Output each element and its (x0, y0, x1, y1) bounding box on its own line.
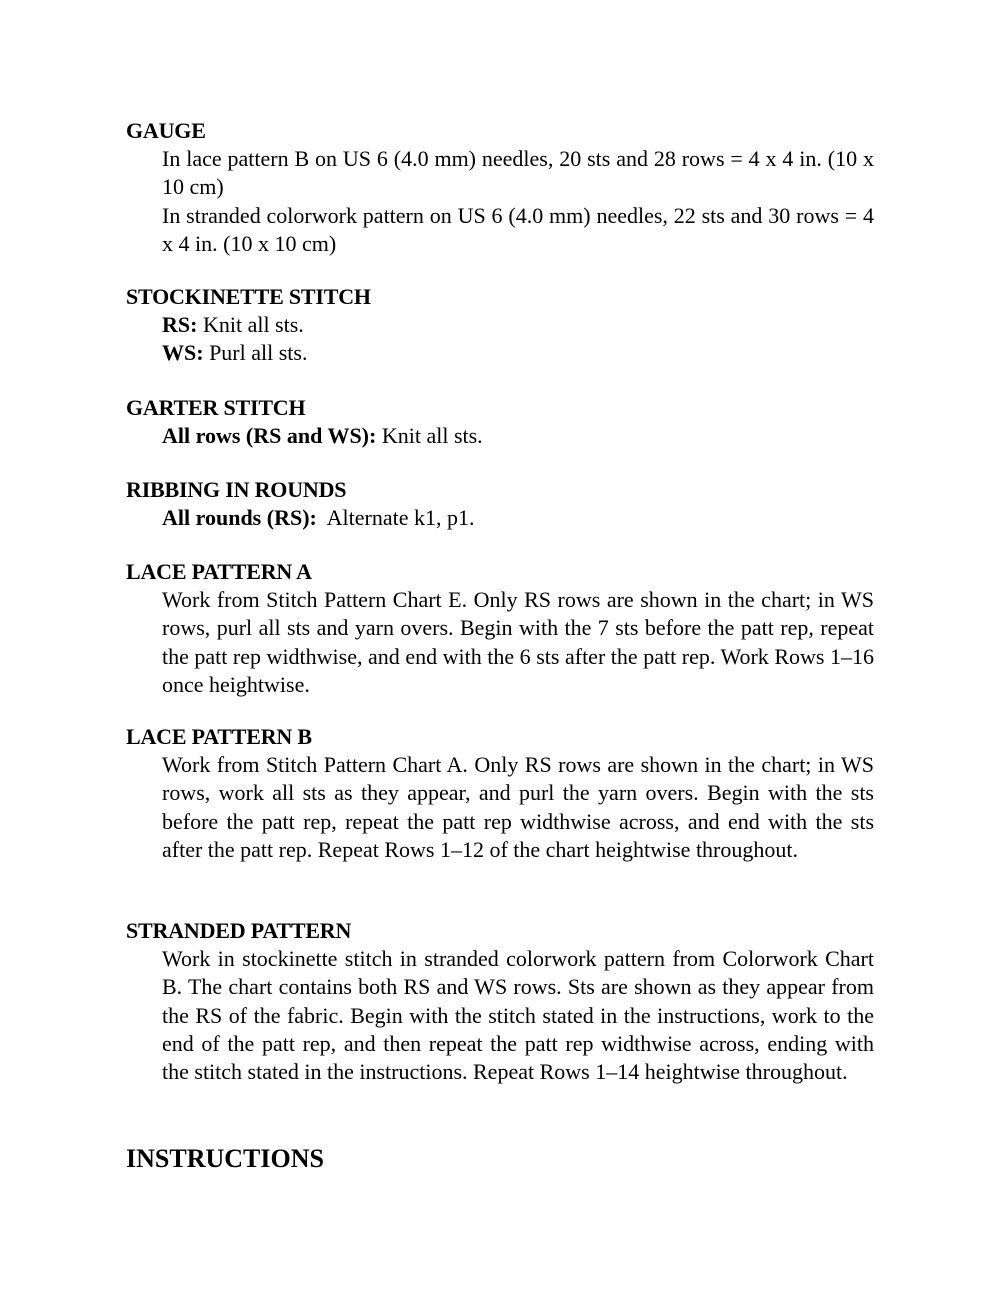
gauge-heading: GAUGE (126, 118, 206, 143)
stockinette-ws-label: WS: (162, 340, 204, 366)
ribbing-label: All rounds (RS): (162, 505, 317, 530)
lace-b-text: Work from Stitch Pattern Chart A. Only RS rows are shown in the chart; in WS rows, work all sts as they appear, and purl the yarn overs. Begin with the sts before the patt rep, repeat the patt rep widthwise across, and end with the sts after the patt rep. Repeat Rows 1–12 of the chart heightwise throughout. (162, 752, 874, 862)
stockinette-ws-row (162, 339, 874, 367)
stranded-section (126, 917, 874, 1086)
ribbing-body (162, 504, 874, 532)
garter-text: Knit all sts. (376, 423, 483, 448)
stranded-body (162, 945, 874, 1086)
stranded-heading: STRANDED PATTERN (126, 918, 352, 943)
lace-a-section (126, 558, 874, 699)
garter-section (126, 394, 874, 450)
gauge-line-1: In lace pattern B on US 6 (4.0 mm) needles, 20 sts and 28 rows = 4 x 4 in. (10 x 10 cm) (162, 146, 874, 200)
ribbing-row (162, 504, 874, 532)
lace-a-body (162, 586, 874, 699)
lace-b-heading: LACE PATTERN B (126, 724, 312, 749)
ribbing-text: Alternate k1, p1. (316, 505, 475, 530)
garter-heading: GARTER STITCH (126, 395, 306, 420)
gauge-body (162, 145, 874, 258)
garter-body (162, 422, 874, 450)
garter-label: All rows (RS and WS): (162, 423, 377, 448)
instructions-heading: INSTRUCTIONS (126, 1144, 324, 1173)
stockinette-rs-row (162, 311, 874, 339)
gauge-section (126, 117, 874, 258)
stockinette-heading: STOCKINETTE STITCH (126, 284, 371, 309)
ribbing-heading: RIBBING IN ROUNDS (126, 477, 347, 502)
stockinette-rs-text: Knit all sts. (197, 312, 304, 337)
lace-b-body (162, 751, 874, 864)
stockinette-section (126, 283, 874, 368)
gauge-line-2: In stranded colorwork pattern on US 6 (4.0 mm) needles, 22 sts and 30 rows = 4 x 4 in. (10 x 10 cm) (162, 202, 874, 256)
stranded-text: Work in stockinette stitch in stranded colorwork pattern from Colorwork Chart B. The chart contains both RS and WS rows. Sts are shown as they appear from the RS of the fabric. Begin with the stitch stated in the instructions, work to the end of the patt rep, and then repeat the patt rep widthwise across, ending with the stitch stated in the instructions. Repeat Rows 1–14 heightwise throughout. (162, 946, 874, 1085)
ribbing-section (126, 476, 874, 532)
lace-b-section (126, 723, 874, 864)
garter-row (162, 422, 874, 450)
stockinette-rs-label: RS: (162, 312, 198, 337)
lace-a-text: Work from Stitch Pattern Chart E. Only RS rows are shown in the chart; in WS rows, purl all sts and yarn overs. Begin with the 7 sts before the patt rep, repeat the patt rep widthwise, and end with the 6 sts after the patt rep. Work Rows 1–16 once heightwise. (162, 587, 874, 697)
stockinette-ws-text: Purl all sts. (203, 340, 308, 366)
lace-a-heading: LACE PATTERN A (126, 559, 312, 584)
stockinette-body (162, 311, 874, 368)
